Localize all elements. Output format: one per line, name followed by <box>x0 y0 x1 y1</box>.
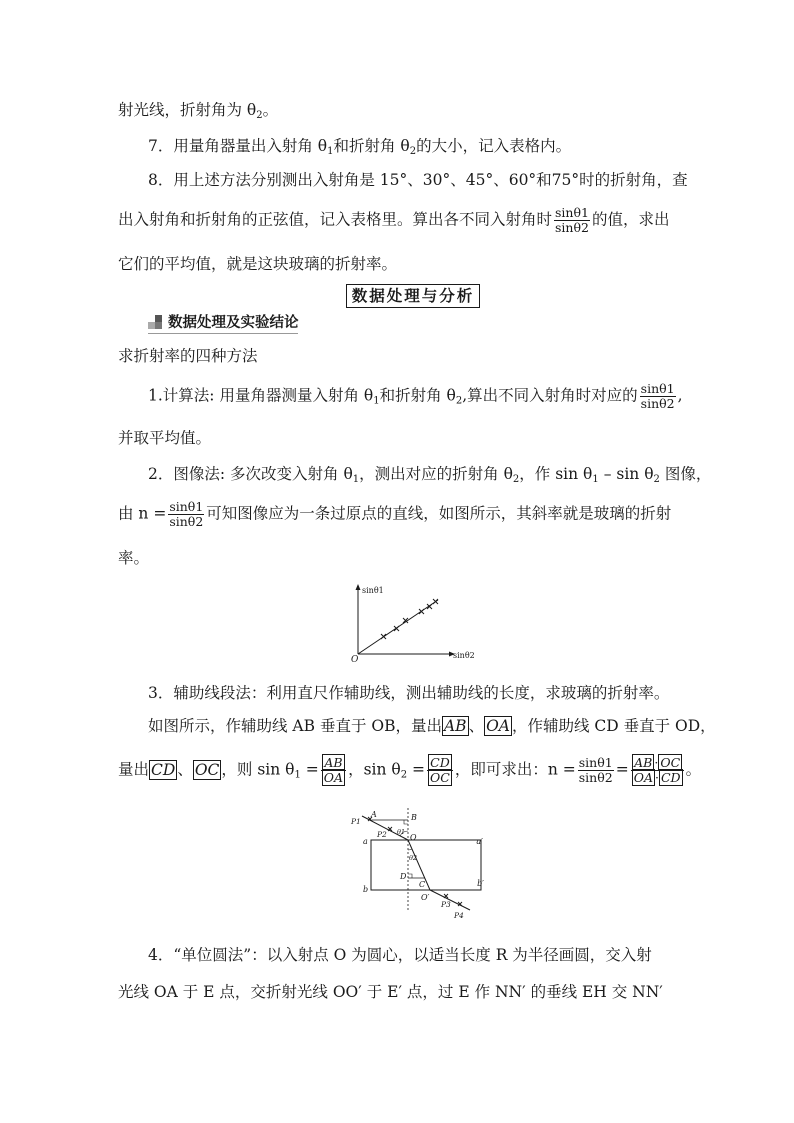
label-theta2: θ2 <box>409 854 418 862</box>
fraction: $\frac{AB \cdot OC}{OA \cdot CD}$ <box>631 756 684 785</box>
method-3-line-1: 3．辅助线段法：利用直尺作辅助线，测出辅助线的长度，求玻璃的折射率。 <box>148 684 670 702</box>
label-c: C <box>419 880 426 889</box>
x-axis-label: sinθ2 <box>453 651 475 660</box>
section-title: 数据处理与分析 <box>346 284 480 308</box>
method-3-line-3: 量出 CD 、 OC ，则 $\sin \theta_1$ = $\frac{AB}{OA}$ ，$\sin \theta_2$ = $\frac{CD}{OC}$ ，即可求出：n = $\frac{\sin\theta 1}{\sin\theta 2}$ = $\frac{AB \cdot OC}{OA \cdot CD}$ 。 <box>118 755 702 785</box>
data-point <box>419 609 424 614</box>
method-1-line-2: 并取平均值。 <box>118 429 212 447</box>
label-p3: P3 <box>441 900 451 909</box>
step-8-line-3: 它们的平均值，就是这块玻璃的折射率。 <box>118 255 398 273</box>
label-b-prime: b′ <box>477 879 484 888</box>
label-theta1: θ1 <box>397 828 406 836</box>
data-point <box>381 634 386 639</box>
glass-block <box>371 840 481 890</box>
method-2-line-2: 由 n = $\frac{\sin\theta 1}{\sin\theta 2}$ 可知图像应为一条过原点的直线，如图所示，其斜率就是玻璃的折射 <box>118 499 672 529</box>
label-a-prime: a′ <box>476 837 483 846</box>
fraction: $\frac{\sin\theta 1}{\sin\theta 2}$ <box>640 381 675 411</box>
methods-intro: 求折射率的四种方法 <box>118 347 258 365</box>
fraction: $\frac{AB}{OA}$ <box>321 756 346 785</box>
label-b: B <box>411 813 417 822</box>
label-p2: P2 <box>377 830 387 839</box>
label-p4: P4 <box>454 911 464 920</box>
label-a-lower: a <box>363 837 368 846</box>
heading-bullet-icon <box>148 315 162 329</box>
method-2-line-3: 率。 <box>118 549 150 567</box>
fraction: $\frac{CD}{OC}$ <box>427 756 453 785</box>
fraction: $\frac{\sin\theta 1}{\sin\theta 2}$ <box>578 755 613 785</box>
method-4-line-2: 光线 OA 于 E 点，交折射光线 OO′ 于 E′ 点，过 E 作 NN′ 的垂线 EH 交 NN′ <box>118 983 663 1001</box>
boxed-segment: CD <box>151 760 176 779</box>
origin-label: O <box>351 655 359 662</box>
fraction: $\frac{\sin\theta 1}{\sin\theta 2}$ <box>555 205 589 235</box>
boxed-segment: OC <box>194 760 220 779</box>
label-o-prime: O′ <box>421 893 430 902</box>
boxed-segment: AB <box>443 717 467 735</box>
step-8-line-1: 8．用上述方法分别测出入射角是 15°、30°、45°、60°和75°时的折射角，查 <box>148 171 688 189</box>
label-d: D <box>400 872 407 881</box>
step-7: 7．用量角器量出入射角 $\theta_1$和折射角 $\theta_2$的大小，记入表格内。 <box>148 137 572 157</box>
sin-graph <box>340 582 480 662</box>
fraction: $\frac{\sin\theta 1}{\sin\theta 2}$ <box>169 499 204 529</box>
label-o: O <box>410 833 417 842</box>
label-a: A <box>371 810 377 819</box>
data-point <box>394 626 399 631</box>
method-4-line-1: 4．“单位圆法”：以入射点 O 为圆心，以适当长度 R 为半径画圆，交入射 <box>148 946 652 964</box>
paragraph-line: 射光线，折射角为 $\theta_2$。 <box>118 101 279 121</box>
method-1-line-1: 1.计算法: 用量角器测量入射角 $\theta_1$和折射角 $\theta_2$,算出不同入射角时对应的 $\frac{\sin\theta 1}{\sin\theta 2}$ , <box>148 381 683 411</box>
label-p1: P1 <box>351 817 361 826</box>
refraction-diagram <box>348 806 488 924</box>
pin-marker <box>444 894 448 898</box>
data-point <box>433 599 438 604</box>
method-2-line-1: 2．图像法: 多次改变入射角 $\theta_1$，测出对应的折射角 $\theta_2$，作 $\sin \theta_1$ – $\sin \theta_2$ 图像， <box>148 465 712 485</box>
heading-underline <box>148 333 298 334</box>
sub-heading: 数据处理及实验结论 <box>148 314 299 332</box>
method-3-line-2: 如图所示，作辅助线 AB 垂直于 OB，量出 AB 、 OA ，作辅助线 CD 垂直于 OD， <box>148 717 716 735</box>
step-8-line-2: 出入射角和折射角的正弦值，记入表格里。算出各不同入射角时 $\frac{\sin\theta 1}{\sin\theta 2}$ 的值，求出 <box>118 205 670 235</box>
boxed-segment: OA <box>486 717 510 735</box>
y-axis-label: sinθ1 <box>362 586 384 595</box>
label-b-lower: b <box>363 885 369 894</box>
